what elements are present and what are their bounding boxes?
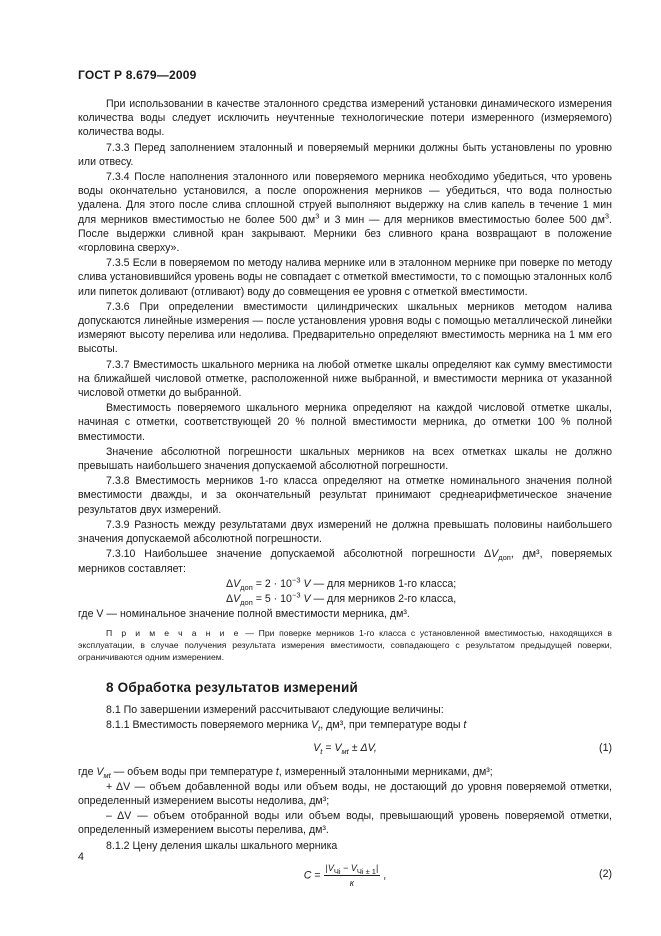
paragraph: Значение абсолютной погрешности шкальных мерников на всех отметках шкалы не должно превышать наибольшего значения допускаемой абсолютной погрешности.	[78, 445, 612, 473]
paragraph-8-1-2: 8.1.2 Цену деления шкалы шкального мерника	[106, 839, 338, 852]
standard-header: ГОСТ Р 8.679—2009	[78, 68, 197, 82]
paragraph: где V — номинальное значение полной вместимости мерника, дм³.	[78, 607, 410, 620]
equation-number: (2)	[599, 867, 612, 880]
paragraph-7-3-7: 7.3.7 Вместимость шкального мерника на любой отметке шкалы определяют как сумму вместимости на ближайшей числовой отметке, расположенной ниже выбранной, и вместимости мерника от указанной числовой отметки до выбранной.	[78, 358, 612, 400]
paragraph: + ΔV — объем добавленной воды или объем воды, не достающий до уровня поверяемой отметки, определенный измерением высоты недолива, дм³;	[78, 780, 612, 807]
paragraph-7-3-3: 7.3.3 Перед заполнением эталонный и поверяемый мерники должны быть установлены по уровню или отвесу.	[78, 141, 612, 168]
formula-class-2: $\Delta V_{доп} = 5 \cdot 10^{-3}$ V — для мерников 2-го класса,	[226, 590, 457, 607]
paragraph-8-1: 8.1 По завершении измерений рассчитывают следующие величины:	[106, 704, 444, 717]
note: П р и м е ч а н и е — При поверке мерников 1-го класса с установленной вместимостью, находящихся в эксплуатации, в случае получения результата измерения вместимости, совпадающего с результатом предыдущей поверки, ограничиваются одним измерением.	[78, 627, 612, 662]
page-number: 4	[78, 851, 84, 863]
paragraph: При использовании в качестве эталонного средства измерений установки динамического измерения количества воды следует исключить неучтенные технологические потери измеренного (измеряемого) количества воды.	[78, 98, 612, 139]
paragraph: – ΔV — объем отобранной воды или объем воды, превышающий уровень поверяемой отметки, определенный измерением высоты перелива, дм³.	[78, 810, 612, 837]
body-text	[78, 97, 612, 893]
formula-class-1: $\Delta V_{доп} = 2 \cdot 10^{-3}$ V — для мерников 1-го класса;	[226, 575, 457, 592]
equation-1: $V_t = V_{мt} \pm \Delta V$, (1)	[313, 741, 612, 756]
paragraph-7-3-9: 7.3.9 Разность между результатами двух измерений не должна превышать половины наибольшего значения допускаемой абсолютной погрешности.	[78, 518, 612, 546]
equation-2: C = $\frac{|V_{Чi} - V_{Чi \pm 1}|}{к}$ , (2)	[303, 862, 612, 888]
paragraph: где $V_{мt}$ — объем воды при температуре t, измеренный эталонными мерниками, дм³;	[78, 765, 493, 780]
paragraph-7-3-8: 7.3.8 Вместимость мерников 1-го класса определяют на отметке номинального значения полной вместимости дважды, и за окончательный результат принимают среднеарифметическое значение результатов двух измерений.	[78, 475, 612, 516]
paragraph-7-3-4: 7.3.4 После наполнения эталонного или поверяемого мерника необходимо убедиться, что уровень воды окончательно установился, а после опорожнения мерников — убедиться, что вода полностью удалена. Для этого после слива сплошной струей выполняют выдержку на слив капель в течение 1 мин для мерников вместимостью не более 500 $дм^3$ и 3 мин — для мерников вместимостью более 500 $дм^3$. После выдержки сливной кран закрывают. Мерники без сливного крана возвращают в положение «горловина сверху».	[78, 171, 612, 255]
paragraph-7-3-5: 7.3.5 Если в поверяемом по методу налива мернике или в эталонном мернике при поверке по методу слива установившийся уровень воды не совпадает с отметкой вместимости, то с помощью эталонных колб или пипеток доливают (отливают) воду до совмещения ее уровня с отметкой вместимости.	[78, 257, 612, 298]
paragraph-7-3-6: 7.3.6 При определении вместимости цилиндрических шкальных мерников методом налива допускаются линейные измерения — после установления уровня воды с помощью металлической линейки измеряют высоту перелива или недолива. Предварительно определяют вместимость мерника на 1 мм его высоты.	[78, 300, 612, 356]
equation-number: (1)	[599, 741, 612, 754]
paragraph-8-1-1: 8.1.1 Вместимость поверяемого мерника $V_t$, дм³, при температуре воды t	[106, 719, 467, 734]
section-title: 8 Обработка результатов измерений	[106, 679, 358, 695]
paragraph-7-3-10: 7.3.10 Наибольшее значение допускаемой абсолютной погрешности $\Delta V_{доп}$, дм³, поверяемых мерников составляет:	[78, 548, 612, 575]
paragraph: Вместимость поверяемого шкального мерника определяют на каждой числовой отметке шкалы, начиная с отметки, соответствующей 20 % полной вместимости мерника, до отметки 100 % полной вместимости.	[78, 402, 612, 443]
